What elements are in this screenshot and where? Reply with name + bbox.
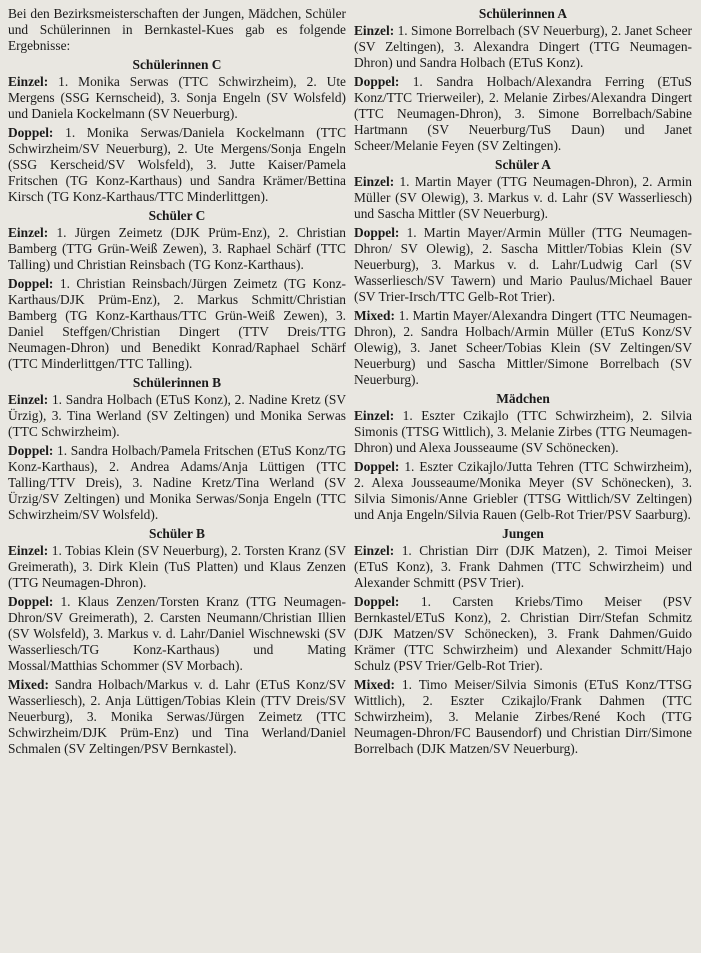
entry-text: 1. Christian Dirr (DJK Matzen), 2. Timoi Meiser (ETuS Konz), 3. Frank Dahmen (TTC Schwirzheim) und Alexander Schmitt (PSV Trier). <box>354 543 692 590</box>
result-entry <box>8 74 346 122</box>
result-entry <box>354 594 692 674</box>
entry-text: 1. Martin Mayer (TTG Neumagen-Dhron), 2. Armin Müller (SV Olewig), 3. Markus v. d. Lahr (SV Wasserliesch) und Sascha Mittler (SV Neuerburg). <box>354 174 692 221</box>
entry-text: 1. Martin Mayer/Alexandra Dingert (TTC Neumagen-Dhron), 2. Sandra Holbach/Armin Müller (ETuS Konz/SV Olewig), 3. Janet Scheer/Tobias Klein (SV Zeltingen/SV Neuerburg) und Sascha Mittler/Simone Borrelbach (SV Neuerburg). <box>354 308 692 387</box>
entry-text: 1. Tobias Klein (SV Neuerburg), 2. Torsten Kranz (SV Greimerath), 3. Dirk Klein (TuS Platten) und Klaus Zenzen (TTG Neumagen-Dhron). <box>8 543 346 590</box>
section-heading: Schülerinnen C <box>132 57 222 72</box>
entry-text: 1. Martin Mayer/Armin Müller (TTG Neumagen-Dhron/ SV Olewig), 2. Sascha Mittler/Tobias Klein (SV Neuerburg), 3. Markus v. d. Lahr/Ludwig Carl (SV Wasserliesch/SV Tawern) und Mario Paulus/Michael Bauer (SV Trier-Irsch/TTC Gelb-Rot Trier). <box>354 225 692 304</box>
right-column <box>354 6 692 953</box>
entry-label: Doppel: <box>354 459 400 474</box>
entry-label: Einzel: <box>354 408 395 423</box>
entry-label: Doppel: <box>8 276 54 291</box>
result-entry <box>354 408 692 456</box>
result-entry <box>354 225 692 305</box>
result-entry <box>8 392 346 440</box>
result-entry <box>8 225 346 273</box>
result-entry <box>8 594 346 674</box>
result-entry <box>354 74 692 154</box>
result-entry <box>8 543 346 591</box>
section-heading: Schülerinnen A <box>478 6 568 21</box>
entry-text: 1. Sandra Holbach (ETuS Konz), 2. Nadine Kretz (SV Ürzig), 3. Tina Werland (SV Zeltingen) und Monika Serwas (TTC Schwirzheim). <box>8 392 346 439</box>
entry-text: 1. Eszter Czikajlo (TTC Schwirzheim), 2. Silvia Simonis (TTSG Wittlich), 3. Melanie Zirbes (TTG Neumagen-Dhron) und Alexa Jousseaume (SV Schönecken). <box>354 408 692 455</box>
entry-label: Doppel: <box>8 125 54 140</box>
section-heading: Schüler B <box>149 526 205 541</box>
entry-label: Doppel: <box>354 225 400 240</box>
entry-label: Doppel: <box>8 443 54 458</box>
entry-label: Einzel: <box>8 543 49 558</box>
entry-text: Sandra Holbach/Markus v. d. Lahr (ETuS Konz/SV Wasserliesch), 2. Anja Lüttigen/Tobias Klein (TTV Dreis/SV Neuerburg), 3. Monika Serwas/Jürgen Zeimetz (TTC Schwirzheim/DJK Prüm-Enz) und Tina Werland/Daniel Schmalen (SV Zeltingen/PSV Bernkastel). <box>8 677 346 756</box>
entry-text: 1. Simone Borrelbach (SV Neuerburg), 2. Janet Scheer (SV Zeltingen), 3. Alexandra Dingert (TTG Neumagen-Dhron) und Sandra Holbach (ETuS Konz). <box>354 23 692 70</box>
entry-text: 1. Sandra Holbach/Pamela Fritschen (ETuS Konz/TG Konz-Karthaus), 2. Andrea Adams/Anja Lüttigen (TTC Talling/TTV Dreis), 3. Nadine Kretz/Tina Werland (SV Ürzig/SV Zeltingen) und Monika Serwas/Sonja Engeln (TTC Schwirzheim/SV Wolsfeld). <box>8 443 346 522</box>
entry-label: Einzel: <box>354 543 395 558</box>
result-entry <box>8 443 346 523</box>
section-heading: Schüler C <box>148 208 206 223</box>
entry-label: Einzel: <box>8 225 49 240</box>
entry-label: Mixed: <box>354 308 395 323</box>
entry-label: Doppel: <box>354 74 400 89</box>
result-entry <box>354 543 692 591</box>
entry-text: 1. Eszter Czikajlo/Jutta Tehren (TTC Schwirzheim), 2. Alexa Jousseaume/Monika Meyer (SV Schönecken), 3. Silvia Simonis/Anne Griebler (TTSG Wittlich/SV Zeltingen) und Anja Engeln/Silvia Rauen (Gelb-Rot Trier/PSV Saarburg). <box>354 459 692 522</box>
entry-text: 1. Klaus Zenzen/Torsten Kranz (TTG Neumagen-Dhron/SV Greimerath), 2. Carsten Neumann/Christian Illien (SV Wolsfeld), 3. Markus v. d. Lahr/Daniel Wischnewski (SV Wasserliesch/TG Konz-Karthaus) und Mating Mossal/Matthias Schommer (SV Morbach). <box>8 594 346 673</box>
result-entry <box>8 125 346 205</box>
entry-label: Einzel: <box>8 392 49 407</box>
entry-label: Einzel: <box>354 174 395 189</box>
section-heading: Jungen <box>502 526 544 541</box>
result-entry <box>354 459 692 523</box>
entry-text: 1. Monika Serwas/Daniela Kockelmann (TTC Schwirzheim/SV Neuerburg), 2. Ute Mergens/Sonja Engeln (SSG Kerscheid/SV Wolsfeld), 3. Jutte Kaiser/Pamela Fritschen (TG Konz-Karthaus) und Sandra Krämer/Bettina Kirsch (TG Konz-Karthaus/TTC Minderlittgen). <box>8 125 346 204</box>
entry-text: 1. Christian Reinsbach/Jürgen Zeimetz (TG Konz-Karthaus/DJK Prüm-Enz), 2. Markus Schmitt/Christian Bamberg (TG Konz-Karthaus/TTC Grün-Weiß Zewen), 3. Daniel Steffgen/Christian Dingert (TTV Dreis/TTG Neumagen-Dhron) und Benedikt Konrad/Raphael Schärf (TTC Minderlittgen/TTC Talling). <box>8 276 346 371</box>
left-column <box>8 6 346 953</box>
section-heading: Schüler A <box>495 157 551 172</box>
entry-label: Mixed: <box>354 677 395 692</box>
entry-label: Einzel: <box>354 23 395 38</box>
entry-label: Doppel: <box>8 594 54 609</box>
entry-text: 1. Monika Serwas (TTC Schwirzheim), 2. Ute Mergens (SSG Kernscheid), 3. Sonja Engeln (SV Wolsfeld) und Daniela Kockelmann (SV Neuerburg). <box>8 74 346 121</box>
entry-text: 1. Sandra Holbach/Alexandra Ferring (ETuS Konz/TTC Trierweiler), 2. Melanie Zirbes/Alexandra Dingert (TTC Neumagen-Dhron), 3. Simone Borrelbach/Sabine Hartmann (SV Neuerburg/TuS Daun) und Janet Scheer/Melanie Feyen (SV Zeltingen). <box>354 74 692 153</box>
intro-paragraph: Bei den Bezirksmeisterschaften der Jungen, Mädchen, Schüler und Schülerinnen in Bernkastel-Kues gab es folgende Ergebnisse: <box>8 6 346 53</box>
result-entry <box>354 23 692 71</box>
entry-label: Mixed: <box>8 677 49 692</box>
result-entry <box>354 677 692 757</box>
entry-text: 1. Carsten Kriebs/Timo Meiser (PSV Bernkastel/ETuS Konz), 2. Christian Dirr/Stefan Schmitz (DJK Matzen/SV Schönecken), 3. Frank Dahmen/Guido Krämer (TTC Schwirzheim) und Alexander Schmitt/Hajo Schulz (PSV Trier/Gelb-Rot Trier). <box>354 594 692 673</box>
result-entry <box>354 308 692 388</box>
section-heading: Schülerinnen B <box>132 375 222 390</box>
result-entry <box>8 677 346 757</box>
result-entry <box>354 174 692 222</box>
entry-text: 1. Jürgen Zeimetz (DJK Prüm-Enz), 2. Christian Bamberg (TTG Grün-Weiß Zewen), 3. Raphael Schärf (TTC Talling) und Christian Reinsbach (TG Konz-Karthaus). <box>8 225 346 272</box>
section-heading: Mädchen <box>496 391 550 406</box>
entry-label: Doppel: <box>354 594 400 609</box>
entry-text: 1. Timo Meiser/Silvia Simonis (ETuS Konz/TTSG Wittlich), 2. Eszter Czikajlo/Frank Dahmen (TTC Schwirzheim), 3. Melanie Zirbes/René Koch (TTG Neumagen-Dhron/FC Bausendorf) und Christian Dirr/Simone Borrelbach (DJK Matzen/SV Neuerburg). <box>354 677 692 756</box>
entry-label: Einzel: <box>8 74 49 89</box>
result-entry <box>8 276 346 372</box>
